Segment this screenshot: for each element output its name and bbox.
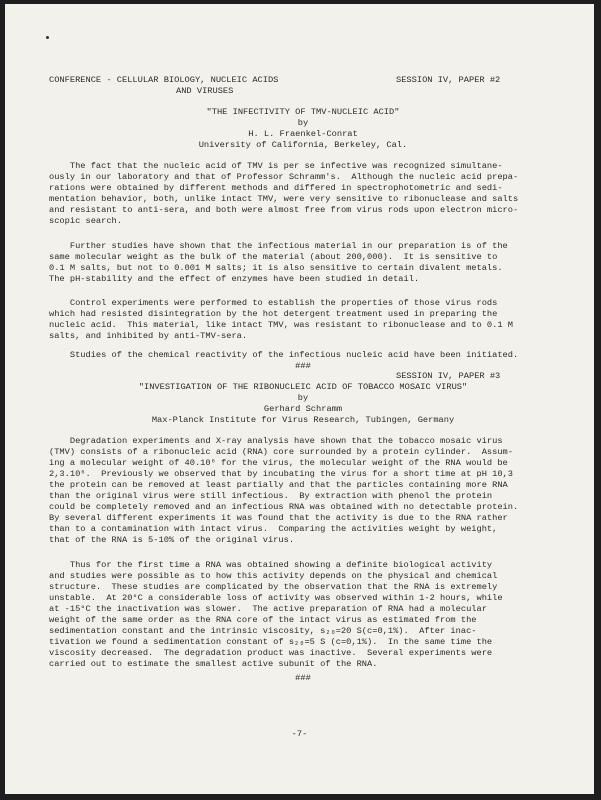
page-number: -7- <box>291 729 308 739</box>
paper3-paragraph-2: Thus for the first time a RNA was obtained showing a definite biological activity and studies were possible as to how this activity depends on the physical and chemical structure. These studies are complicated by the observation that the RNA is extremely unstable. At 20°C a considerable loss of activity was observed within 1-2 hours, while at -15°C the inactivation was slower. The active preparation of RNA had a molecular weight of the same order as the RNA core of the intact virus as estimated from the sedimentation constant and the intrinsic viscosity, s₂₀=20 S(c=0,1%). After inac- tivation we found a sedimentation constant of s₂₀=5 S (c=0,1%). In the same time the viscosity decreased. The degradation product was inactive. Several experiments were carried out to estimate the smallest active subunit of the RNA. <box>49 560 503 669</box>
paper2-paragraph-1: The fact that the nucleic acid of TMV is per se infective was recognized simultane- ously in our laboratory and that of Professor Schramm's. Although the nucleic acid prepa- rations were obtained by different methods and differed in spectrophotometric and sedi- mentation behavior, both, unlike intact TMV, were very sensitive to ribonuclease and salts and resistant to anti-sera, and both were almost free from virus rods upon electron micro- scopic search. <box>49 161 519 226</box>
speck <box>46 36 49 39</box>
session-label: SESSION IV, PAPER #2 <box>396 75 501 85</box>
paper3-paragraph-1: Degradation experiments and X-ray analysis have shown that the tobacco mosaic virus (TMV) consists of a ribonucleic acid (RNA) core surrounded by a protein cylinder. Assum- ing a molecular weight of 40.10⁶ for the virus, the molecular weight of the RNA would be 2,3.10⁶. Previously we observed that by incubating the virus for a short time at pH 10,3 the protein can be removed at least partially and that the particles containing more RNA than the original virus were still infectious. By extraction with phenol the protein could be completely removed and an infectious RNA was obtained with no detectable protein. By several different experiments it was found that the activity is due to the RNA rather than to a contamination with intact virus. Comparing the activities weight by weight, that of the RNA is 5-10% of the original virus. <box>49 436 519 545</box>
paper2-paragraph-2: Further studies have shown that the infectious material in our preparation is of the same molecular weight as the bulk of the material (about 200,000). It is sensitive to 0.1 M salts, but not to 0.001 M salts; it is also sensitive to certain divalent metals. The pH-stability and the effect of enzymes have been studied in detail. <box>49 241 508 284</box>
separator-paper3: ### <box>295 673 311 683</box>
conference-header-line1: CONFERENCE - CELLULAR BIOLOGY, NUCLEIC ACIDS <box>49 75 279 85</box>
separator: ### <box>295 361 311 371</box>
conference-header-line2: AND VIRUSES <box>176 86 234 96</box>
paper2-affiliation: University of California, Berkeley, Cal. <box>198 140 408 150</box>
paper2-paragraph-4: Studies of the chemical reactivity of the infectious nucleic acid have been initiated. <box>49 350 519 360</box>
paper3-author: Gerhard Schramm <box>263 404 343 414</box>
paper2-title: "THE INFECTIVITY OF TMV-NUCLEIC ACID" <box>206 107 400 117</box>
session-label-paper3: SESSION IV, PAPER #3 <box>396 371 501 381</box>
paper3-title: "INVESTIGATION OF THE RIBONUCLEIC ACID OF TOBACCO MOSAIC VIRUS" <box>138 382 468 392</box>
document-page <box>5 4 594 794</box>
paper2-paragraph-3: Control experiments were performed to establish the properties of those virus rods which had resisted disintegration by the hot detergent treatment used in preparing the nucleic acid. This material, like intact TMV, was resistant to ribonuclease and to 0.1 M salts, and inhibited by anti-TMV-sera. <box>49 298 513 341</box>
paper2-author: H. L. Fraenkel-Conrat <box>248 129 358 139</box>
paper3-by: by <box>297 393 309 403</box>
paper2-by: by <box>297 118 309 128</box>
paper3-affiliation: Max-Planck Institute for Virus Research, Tubingen, Germany <box>151 415 455 425</box>
